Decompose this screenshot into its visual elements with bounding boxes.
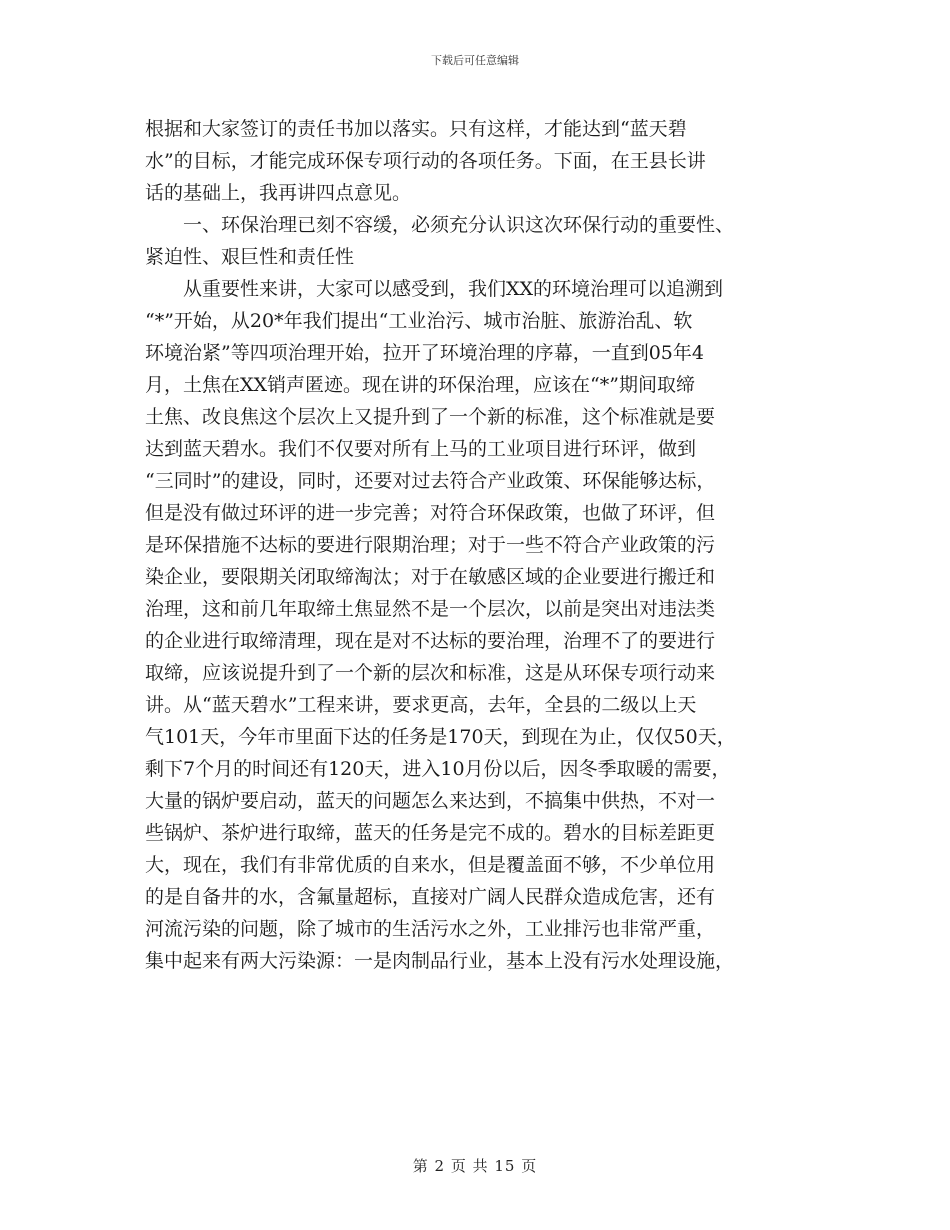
page-header: 下载后可任意编辑 [431,54,519,67]
document-body [145,113,810,977]
text-line: 的是自备井的水，含氟量超标，直接对广阔人民群众造成危害，还有 [145,886,716,908]
text-line: 染企业，要限期关闭取缔淘汰；对于在敏感区域的企业要进行搬迁和 [145,566,716,588]
section-heading-line: 紧迫性、艰巨性和责任性 [145,246,355,268]
text-line: 集中起来有两大污染源：一是肉制品行业，基本上没有污水处理设施， [145,950,735,972]
text-line: 取缔，应该说提升到了一个新的层次和标准，这是从环保专项行动来 [145,662,716,684]
text-line: 剩下7个月的时间还有120天，进入10月份以后，因冬季取暖的需要， [145,758,731,780]
text-line: 环境治紧”等四项治理开始，拉开了环境治理的序幕，一直到05年4 [145,342,704,364]
text-line: 大，现在，我们有非常优质的自来水，但是覆盖面不够，不少单位用 [145,854,716,876]
text-line: “三同时”的建设，同时，还要对过去符合产业政策、环保能够达标， [145,470,716,492]
page-number-footer: 第 2 页 共 15 页 [412,1157,538,1175]
text-line: 从重要性来讲，大家可以感受到，我们XX的环境治理可以追溯到 [145,278,724,300]
text-line: 气101天，今年市里面下达的任务是170天，到现在为止，仅仅50天， [145,726,736,748]
text-line: 河流污染的问题，除了城市的生活污水之外，工业排污也非常严重， [145,918,716,940]
text-line: “*”开始，从20*年我们提出“工业治污、城市治脏、旅游治乱、软 [145,310,693,332]
section-heading-line: 一、环保治理已刻不容缓，必须充分认识这次环保行动的重要性、 [145,214,735,236]
text-line: 达到蓝天碧水。我们不仅要对所有上马的工业项目进行环评，做到 [145,438,697,460]
text-line: 治理，这和前几年取缔土焦显然不是一个层次，以前是突出对违法类 [145,598,716,620]
text-line: 的企业进行取缔清理，现在是对不达标的要治理，治理不了的要进行 [145,630,716,652]
text-line: 大量的锅炉要启动，蓝天的问题怎么来达到，不搞集中供热，不对一 [145,790,716,812]
text-line: 讲。从“蓝天碧水”工程来讲，要求更高，去年，全县的二级以上天 [145,694,697,716]
text-line: 月，土焦在XX销声匿迹。现在讲的环保治理，应该在“*”期间取缔 [145,374,695,396]
text-line: 话的基础上，我再讲四点意见。 [145,182,412,204]
text-line: 根据和大家签订的责任书加以落实。只有这样，才能达到“蓝天碧 [145,118,687,140]
text-line: 水”的目标，才能完成环保专项行动的各项任务。下面，在王县长讲 [145,150,706,172]
text-line: 些锅炉、茶炉进行取缔，蓝天的任务是完不成的。碧水的目标差距更 [145,822,716,844]
text-line: 土焦、改良焦这个层次上又提升到了一个新的标准，这个标准就是要 [145,406,716,428]
text-line: 但是没有做过环评的进一步完善；对符合环保政策，也做了环评，但 [145,502,716,524]
text-line: 是环保措施不达标的要进行限期治理；对于一些不符合产业政策的污 [145,534,716,556]
